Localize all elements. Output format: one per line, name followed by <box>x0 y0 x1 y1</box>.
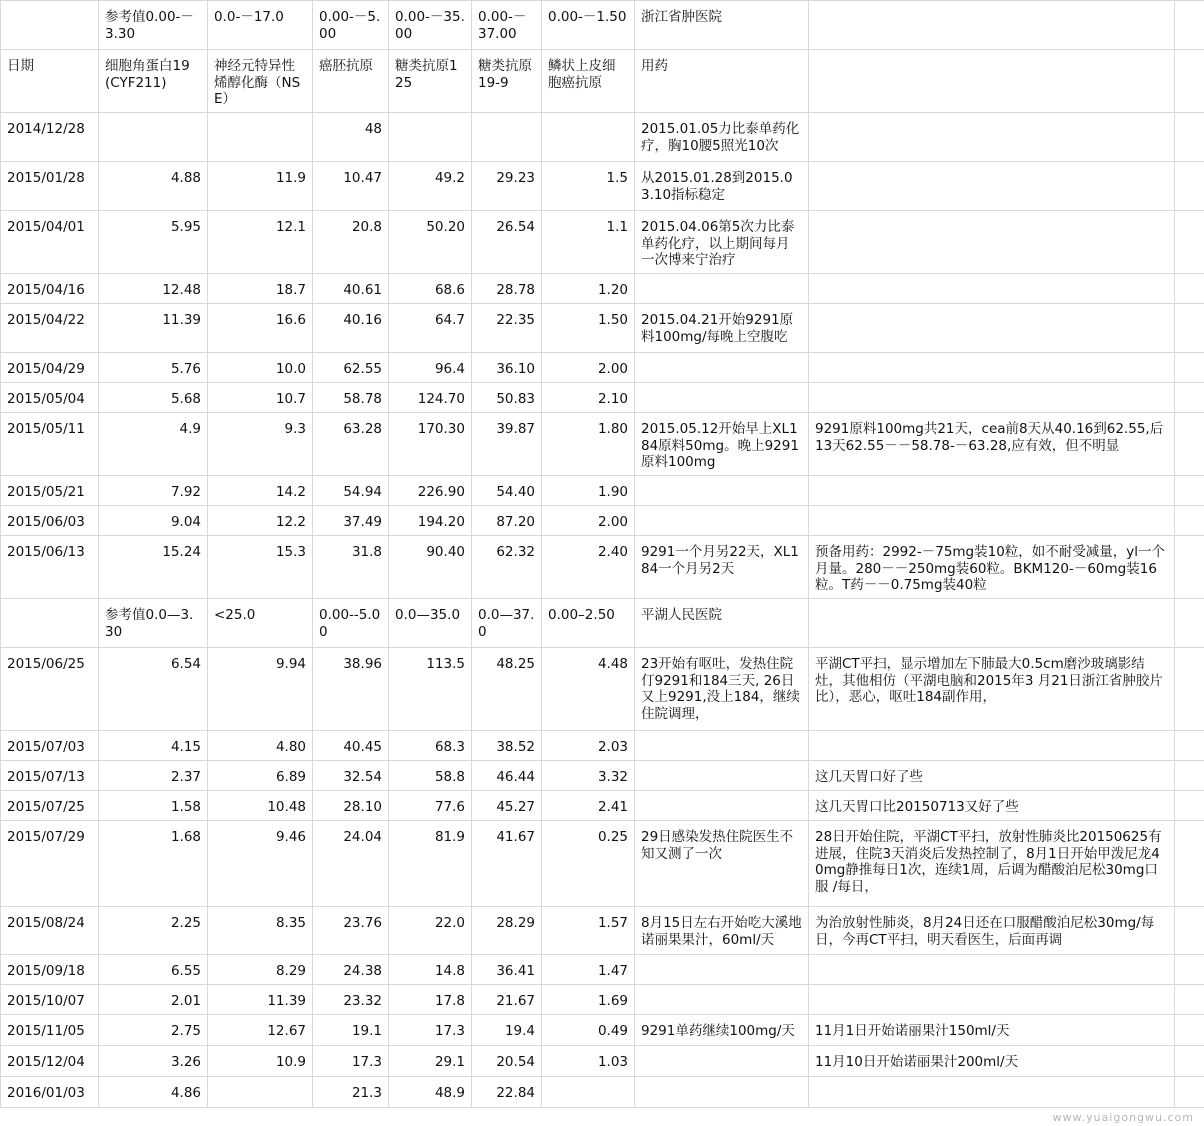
row1-3-col-5: 28.78 <box>472 274 542 304</box>
row1-2-col-8 <box>809 211 1175 274</box>
row1-3-col-4: 68.6 <box>389 274 472 304</box>
row1-6-col-7 <box>635 383 809 413</box>
row2-10-col-0: 2016/01/03 <box>1 1077 99 1108</box>
row1-3-col-7 <box>635 274 809 304</box>
row1-10-col-6: 2.40 <box>542 536 635 599</box>
row2-8-col-8: 11月1日开始诺丽果汁150ml/天 <box>809 1015 1175 1046</box>
table-row <box>1 304 1204 353</box>
row1-0-col-6 <box>542 113 635 162</box>
row2-2-col-7 <box>635 761 809 791</box>
row2-0-col-5: 48.25 <box>472 648 542 731</box>
row1-8-col-4: 226.90 <box>389 476 472 506</box>
row1-9-col-3: 37.49 <box>313 506 389 536</box>
header-col-8 <box>809 50 1175 113</box>
row1-3-col-1: 12.48 <box>99 274 208 304</box>
row1-8-col-7 <box>635 476 809 506</box>
row2-1-col-4: 68.3 <box>389 731 472 761</box>
row1-5-col-2: 10.0 <box>208 353 313 383</box>
row2-2-col-0: 2015/07/13 <box>1 761 99 791</box>
row2-10-col-1: 4.86 <box>99 1077 208 1108</box>
row1-1-col-3: 10.47 <box>313 162 389 211</box>
row1-1-col-7: 从2015.01.28到2015.03.10指标稳定 <box>635 162 809 211</box>
reference-row-2 <box>1 599 1204 648</box>
row2-2-col-6: 3.32 <box>542 761 635 791</box>
row2-3-col-0: 2015/07/25 <box>1 791 99 821</box>
ref2-col-2: <25.0 <box>208 599 313 648</box>
row1-0-col-5 <box>472 113 542 162</box>
row1-6-col-4: 124.70 <box>389 383 472 413</box>
header-col-3: 癌胚抗原 <box>313 50 389 113</box>
filler-cell <box>1175 304 1204 353</box>
row1-7-col-2: 9.3 <box>208 413 313 476</box>
row2-6-col-7 <box>635 955 809 985</box>
row1-4-col-5: 22.35 <box>472 304 542 353</box>
ref-col-2: 0.0-－17.0 <box>208 1 313 50</box>
row2-5-col-3: 23.76 <box>313 907 389 955</box>
row2-5-col-8: 为治放射性肺炎，8月24日还在口服醋酸泊尼松30mg/每日，今再CT平扫，明天看医生，后面再调 <box>809 907 1175 955</box>
row1-5-col-3: 62.55 <box>313 353 389 383</box>
filler-cell <box>1175 536 1204 599</box>
filler-cell <box>1175 731 1204 761</box>
row1-1-col-2: 11.9 <box>208 162 313 211</box>
row1-4-col-6: 1.50 <box>542 304 635 353</box>
row1-9-col-8 <box>809 506 1175 536</box>
row1-9-col-7 <box>635 506 809 536</box>
table-body <box>1 1 1204 1108</box>
header-col-0: 日期 <box>1 50 99 113</box>
row2-7-col-7 <box>635 985 809 1015</box>
row2-9-col-1: 3.26 <box>99 1046 208 1077</box>
row1-7-col-1: 4.9 <box>99 413 208 476</box>
filler-cell <box>1175 274 1204 304</box>
row2-10-col-4: 48.9 <box>389 1077 472 1108</box>
filler-cell <box>1175 50 1204 113</box>
table-row <box>1 536 1204 599</box>
ref-col-8 <box>809 1 1175 50</box>
row1-5-col-0: 2015/04/29 <box>1 353 99 383</box>
row1-6-col-8 <box>809 383 1175 413</box>
row1-4-col-3: 40.16 <box>313 304 389 353</box>
table-row <box>1 113 1204 162</box>
row2-2-col-3: 32.54 <box>313 761 389 791</box>
row2-3-col-2: 10.48 <box>208 791 313 821</box>
row2-7-col-5: 21.67 <box>472 985 542 1015</box>
row2-5-col-7: 8月15日左右开始吃大溪地诺丽果果汁，60ml/天 <box>635 907 809 955</box>
row1-9-col-2: 12.2 <box>208 506 313 536</box>
row1-5-col-7 <box>635 353 809 383</box>
filler-cell <box>1175 955 1204 985</box>
row1-2-col-6: 1.1 <box>542 211 635 274</box>
row2-8-col-0: 2015/11/05 <box>1 1015 99 1046</box>
row2-5-col-5: 28.29 <box>472 907 542 955</box>
row2-7-col-3: 23.32 <box>313 985 389 1015</box>
row2-10-col-6 <box>542 1077 635 1108</box>
filler-cell <box>1175 113 1204 162</box>
row2-0-col-3: 38.96 <box>313 648 389 731</box>
row2-10-col-8 <box>809 1077 1175 1108</box>
row2-3-col-8: 这几天胃口比20150713又好了些 <box>809 791 1175 821</box>
row2-3-col-5: 45.27 <box>472 791 542 821</box>
row2-7-col-2: 11.39 <box>208 985 313 1015</box>
row2-10-col-2 <box>208 1077 313 1108</box>
filler-cell <box>1175 413 1204 476</box>
row1-9-col-1: 9.04 <box>99 506 208 536</box>
ref-col-7: 浙江省肿医院 <box>635 1 809 50</box>
row2-4-col-4: 81.9 <box>389 821 472 907</box>
row1-0-col-0: 2014/12/28 <box>1 113 99 162</box>
row2-6-col-3: 24.38 <box>313 955 389 985</box>
row2-10-col-7 <box>635 1077 809 1108</box>
row2-4-col-5: 41.67 <box>472 821 542 907</box>
row1-7-col-8: 9291原料100mg共21天，cea前8天从40.16到62.55,后13天62.55－－58.78-－63.28,应有效，但不明显 <box>809 413 1175 476</box>
row1-3-col-8 <box>809 274 1175 304</box>
table-row <box>1 907 1204 955</box>
table-row <box>1 476 1204 506</box>
row1-5-col-5: 36.10 <box>472 353 542 383</box>
row1-6-col-1: 5.68 <box>99 383 208 413</box>
row1-6-col-2: 10.7 <box>208 383 313 413</box>
filler-cell <box>1175 907 1204 955</box>
table-row <box>1 821 1204 907</box>
table-row <box>1 274 1204 304</box>
row2-10-col-3: 21.3 <box>313 1077 389 1108</box>
row1-8-col-3: 54.94 <box>313 476 389 506</box>
row1-0-col-1 <box>99 113 208 162</box>
row1-10-col-4: 90.40 <box>389 536 472 599</box>
row2-7-col-1: 2.01 <box>99 985 208 1015</box>
row2-10-col-5: 22.84 <box>472 1077 542 1108</box>
filler-cell <box>1175 1015 1204 1046</box>
row2-8-col-2: 12.67 <box>208 1015 313 1046</box>
filler-cell <box>1175 383 1204 413</box>
row1-10-col-7: 9291一个月另22天，XL184一个月另2天 <box>635 536 809 599</box>
row1-3-col-3: 40.61 <box>313 274 389 304</box>
row2-1-col-5: 38.52 <box>472 731 542 761</box>
row1-8-col-8 <box>809 476 1175 506</box>
header-col-6: 鳞状上皮细胞癌抗原 <box>542 50 635 113</box>
row1-5-col-8 <box>809 353 1175 383</box>
reference-row <box>1 1 1204 50</box>
row1-1-col-6: 1.5 <box>542 162 635 211</box>
filler-cell <box>1175 648 1204 731</box>
row2-2-col-4: 58.8 <box>389 761 472 791</box>
table-row <box>1 1046 1204 1077</box>
table-row <box>1 353 1204 383</box>
row2-0-col-0: 2015/06/25 <box>1 648 99 731</box>
row2-5-col-2: 8.35 <box>208 907 313 955</box>
row1-2-col-0: 2015/04/01 <box>1 211 99 274</box>
table-row <box>1 791 1204 821</box>
row2-4-col-0: 2015/07/29 <box>1 821 99 907</box>
row2-0-col-7: 23开始有呕吐，发热住院仃9291和184三天, 26日又上9291,没上184，继续住院调理， <box>635 648 809 731</box>
row2-4-col-7: 29日感染发热住院医生不知又测了一次 <box>635 821 809 907</box>
ref-col-0 <box>1 1 99 50</box>
filler-cell <box>1175 476 1204 506</box>
row2-2-col-8: 这几天胃口好了些 <box>809 761 1175 791</box>
row1-10-col-1: 15.24 <box>99 536 208 599</box>
ref-col-4: 0.00-－35.00 <box>389 1 472 50</box>
row1-7-col-0: 2015/05/11 <box>1 413 99 476</box>
table-row <box>1 413 1204 476</box>
header-col-2: 神经元特异性烯醇化酶（NSE） <box>208 50 313 113</box>
filler-cell <box>1175 1077 1204 1108</box>
row1-8-col-6: 1.90 <box>542 476 635 506</box>
filler-cell <box>1175 985 1204 1015</box>
row2-0-col-4: 113.5 <box>389 648 472 731</box>
row1-0-col-7: 2015.01.05力比泰单药化疗，胸10腰5照光10次 <box>635 113 809 162</box>
row1-1-col-0: 2015/01/28 <box>1 162 99 211</box>
row1-10-col-5: 62.32 <box>472 536 542 599</box>
row2-3-col-6: 2.41 <box>542 791 635 821</box>
row1-1-col-8 <box>809 162 1175 211</box>
ref-col-5: 0.00-－37.00 <box>472 1 542 50</box>
filler-cell <box>1175 506 1204 536</box>
row2-9-col-8: 11月10日开始诺丽果汁200ml/天 <box>809 1046 1175 1077</box>
row1-2-col-1: 5.95 <box>99 211 208 274</box>
row2-6-col-1: 6.55 <box>99 955 208 985</box>
row2-8-col-1: 2.75 <box>99 1015 208 1046</box>
watermark: www.yuaigongwu.com <box>1052 1111 1194 1124</box>
row1-9-col-5: 87.20 <box>472 506 542 536</box>
row2-9-col-5: 20.54 <box>472 1046 542 1077</box>
row2-3-col-7 <box>635 791 809 821</box>
row1-9-col-0: 2015/06/03 <box>1 506 99 536</box>
row2-9-col-3: 17.3 <box>313 1046 389 1077</box>
row2-9-col-0: 2015/12/04 <box>1 1046 99 1077</box>
filler-cell <box>1175 821 1204 907</box>
table-row <box>1 648 1204 731</box>
row1-6-col-3: 58.78 <box>313 383 389 413</box>
row2-7-col-8 <box>809 985 1175 1015</box>
row1-2-col-3: 20.8 <box>313 211 389 274</box>
row2-1-col-6: 2.03 <box>542 731 635 761</box>
row2-9-col-4: 29.1 <box>389 1046 472 1077</box>
row1-7-col-3: 63.28 <box>313 413 389 476</box>
row2-6-col-6: 1.47 <box>542 955 635 985</box>
row1-10-col-0: 2015/06/13 <box>1 536 99 599</box>
table-row <box>1 1077 1204 1108</box>
row1-2-col-2: 12.1 <box>208 211 313 274</box>
row1-10-col-3: 31.8 <box>313 536 389 599</box>
filler-cell <box>1175 162 1204 211</box>
ref-col-1: 参考值0.00-－3.30 <box>99 1 208 50</box>
row2-5-col-4: 22.0 <box>389 907 472 955</box>
row2-7-col-4: 17.8 <box>389 985 472 1015</box>
row2-8-col-5: 19.4 <box>472 1015 542 1046</box>
row2-1-col-7 <box>635 731 809 761</box>
row1-4-col-4: 64.7 <box>389 304 472 353</box>
row2-9-col-2: 10.9 <box>208 1046 313 1077</box>
filler-cell <box>1175 1046 1204 1077</box>
ref2-col-5: 0.0—37.0 <box>472 599 542 648</box>
row1-5-col-6: 2.00 <box>542 353 635 383</box>
table-row <box>1 955 1204 985</box>
table-row <box>1 731 1204 761</box>
ref2-col-3: 0.00--5.00 <box>313 599 389 648</box>
ref2-col-4: 0.0—35.0 <box>389 599 472 648</box>
row2-7-col-6: 1.69 <box>542 985 635 1015</box>
filler-cell <box>1175 1 1204 50</box>
row2-2-col-5: 46.44 <box>472 761 542 791</box>
column-header-row <box>1 50 1204 113</box>
header-col-4: 糖类抗原125 <box>389 50 472 113</box>
row2-0-col-2: 9.94 <box>208 648 313 731</box>
row2-0-col-8: 平湖CT平扫，显示增加左下肺最大0.5cm磨沙玻璃影结灶，其他相仿（平湖电脑和2015年3 月21日浙江省肿胶片比），恶心，呕吐184副作用， <box>809 648 1175 731</box>
row2-1-col-2: 4.80 <box>208 731 313 761</box>
ref2-col-6: 0.00–2.50 <box>542 599 635 648</box>
row1-8-col-0: 2015/05/21 <box>1 476 99 506</box>
table-row <box>1 211 1204 274</box>
row2-4-col-1: 1.68 <box>99 821 208 907</box>
header-col-5: 糖类抗原19-9 <box>472 50 542 113</box>
row2-3-col-1: 1.58 <box>99 791 208 821</box>
row2-3-col-3: 28.10 <box>313 791 389 821</box>
row1-2-col-7: 2015.04.06第5次力比泰单药化疗，以上期间每月一次博来宁治疗 <box>635 211 809 274</box>
row2-4-col-3: 24.04 <box>313 821 389 907</box>
row2-1-col-3: 40.45 <box>313 731 389 761</box>
ref2-col-1: 参考值0.0—3.30 <box>99 599 208 648</box>
row1-4-col-8 <box>809 304 1175 353</box>
row1-7-col-7: 2015.05.12开始早上XL184原料50mg。晚上9291原料100mg <box>635 413 809 476</box>
ref2-col-7: 平湖人民医院 <box>635 599 809 648</box>
row2-8-col-4: 17.3 <box>389 1015 472 1046</box>
table-row <box>1 162 1204 211</box>
row1-8-col-1: 7.92 <box>99 476 208 506</box>
row1-1-col-5: 29.23 <box>472 162 542 211</box>
filler-cell <box>1175 791 1204 821</box>
row2-9-col-6: 1.03 <box>542 1046 635 1077</box>
filler-cell <box>1175 761 1204 791</box>
header-col-1: 细胞角蛋白19(CYF211) <box>99 50 208 113</box>
row1-7-col-4: 170.30 <box>389 413 472 476</box>
row1-5-col-4: 96.4 <box>389 353 472 383</box>
filler-cell <box>1175 599 1204 648</box>
row1-4-col-7: 2015.04.21开始9291原料100mg/每晚上空腹吃 <box>635 304 809 353</box>
row2-3-col-4: 77.6 <box>389 791 472 821</box>
row1-9-col-4: 194.20 <box>389 506 472 536</box>
row1-10-col-8: 预备用药：2992-－75mg装10粒，如不耐受减量，yl一个月量。280－－250mg装60粒。BKM120-－60mg装16粒。T药－－0.75mg装40粒 <box>809 536 1175 599</box>
row1-1-col-1: 4.88 <box>99 162 208 211</box>
table-row <box>1 506 1204 536</box>
filler-cell <box>1175 211 1204 274</box>
row2-5-col-1: 2.25 <box>99 907 208 955</box>
row1-6-col-5: 50.83 <box>472 383 542 413</box>
row1-7-col-5: 39.87 <box>472 413 542 476</box>
ref-col-6: 0.00-－1.50 <box>542 1 635 50</box>
row1-2-col-4: 50.20 <box>389 211 472 274</box>
row2-8-col-3: 19.1 <box>313 1015 389 1046</box>
ref-col-3: 0.00-－5.00 <box>313 1 389 50</box>
row2-0-col-1: 6.54 <box>99 648 208 731</box>
row2-6-col-4: 14.8 <box>389 955 472 985</box>
row2-6-col-5: 36.41 <box>472 955 542 985</box>
row2-2-col-1: 2.37 <box>99 761 208 791</box>
table-row <box>1 1015 1204 1046</box>
row1-0-col-8 <box>809 113 1175 162</box>
row1-4-col-2: 16.6 <box>208 304 313 353</box>
row1-8-col-5: 54.40 <box>472 476 542 506</box>
row2-8-col-6: 0.49 <box>542 1015 635 1046</box>
row1-2-col-5: 26.54 <box>472 211 542 274</box>
row2-1-col-8 <box>809 731 1175 761</box>
row1-4-col-0: 2015/04/22 <box>1 304 99 353</box>
row2-4-col-8: 28日开始住院，平湖CT平扫，放射性肺炎比20150625有进展，住院3天消炎后发热控制了，8月1日开始甲泼尼龙40mg静推每日1次，连续1周，后调为醋酸泊尼松30mg口服 /每日， <box>809 821 1175 907</box>
row1-6-col-6: 2.10 <box>542 383 635 413</box>
row2-0-col-6: 4.48 <box>542 648 635 731</box>
row2-1-col-0: 2015/07/03 <box>1 731 99 761</box>
row2-8-col-7: 9291单药继续100mg/天 <box>635 1015 809 1046</box>
row2-2-col-2: 6.89 <box>208 761 313 791</box>
row1-6-col-0: 2015/05/04 <box>1 383 99 413</box>
table-row <box>1 383 1204 413</box>
row1-4-col-1: 11.39 <box>99 304 208 353</box>
row2-5-col-6: 1.57 <box>542 907 635 955</box>
row2-9-col-7 <box>635 1046 809 1077</box>
row1-9-col-6: 2.00 <box>542 506 635 536</box>
row1-1-col-4: 49.2 <box>389 162 472 211</box>
row1-3-col-0: 2015/04/16 <box>1 274 99 304</box>
row2-7-col-0: 2015/10/07 <box>1 985 99 1015</box>
row2-6-col-8 <box>809 955 1175 985</box>
row1-0-col-2 <box>208 113 313 162</box>
row1-7-col-6: 1.80 <box>542 413 635 476</box>
row2-6-col-2: 8.29 <box>208 955 313 985</box>
row1-8-col-2: 14.2 <box>208 476 313 506</box>
row1-10-col-2: 15.3 <box>208 536 313 599</box>
row2-5-col-0: 2015/08/24 <box>1 907 99 955</box>
ref2-col-8 <box>809 599 1175 648</box>
table-row <box>1 985 1204 1015</box>
row1-3-col-2: 18.7 <box>208 274 313 304</box>
ref2-col-0 <box>1 599 99 648</box>
row2-1-col-1: 4.15 <box>99 731 208 761</box>
row2-6-col-0: 2015/09/18 <box>1 955 99 985</box>
filler-cell <box>1175 353 1204 383</box>
table-row <box>1 761 1204 791</box>
row2-4-col-2: 9.46 <box>208 821 313 907</box>
row1-0-col-4 <box>389 113 472 162</box>
header-col-7: 用药 <box>635 50 809 113</box>
row2-4-col-6: 0.25 <box>542 821 635 907</box>
row1-5-col-1: 5.76 <box>99 353 208 383</box>
row1-0-col-3: 48 <box>313 113 389 162</box>
row1-3-col-6: 1.20 <box>542 274 635 304</box>
